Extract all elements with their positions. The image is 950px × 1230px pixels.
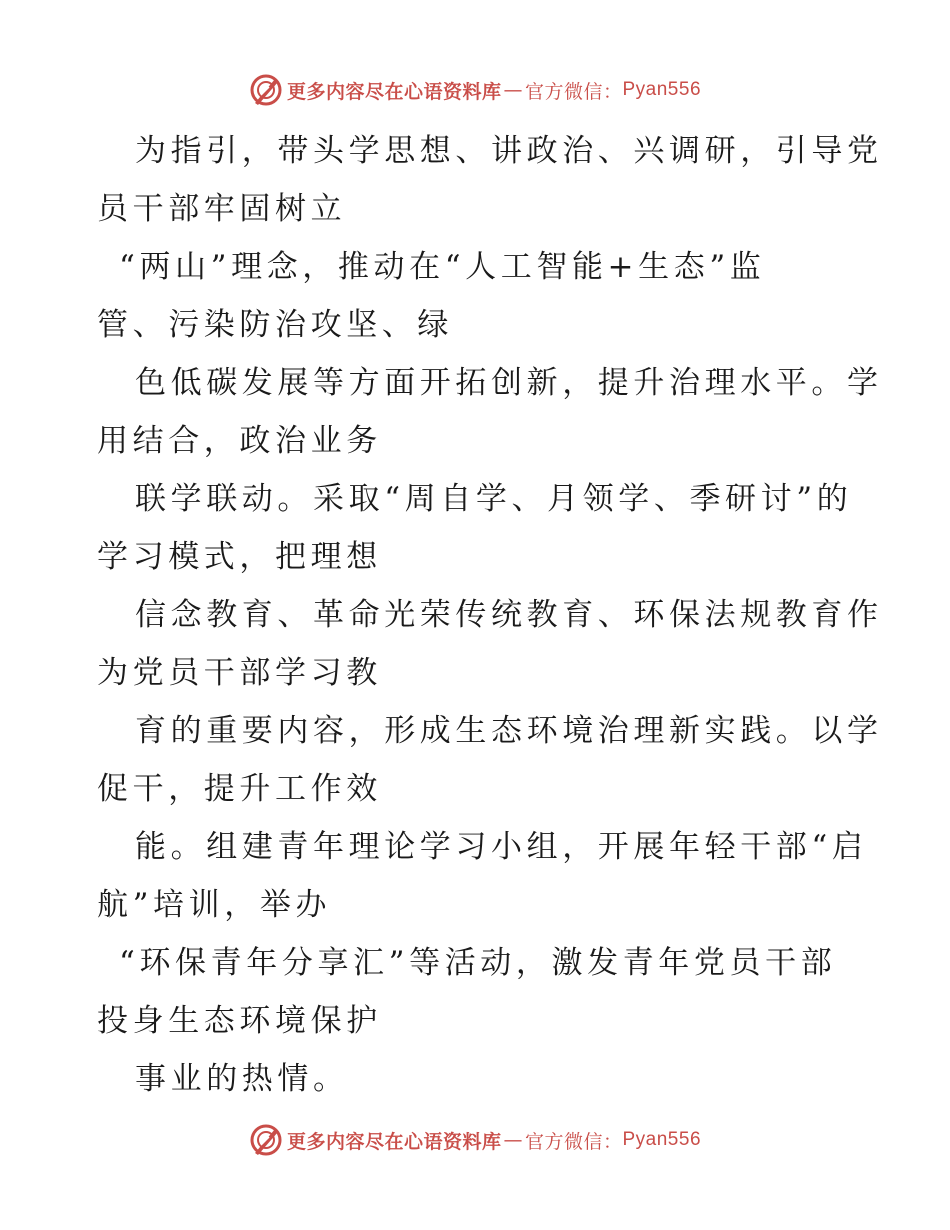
text-line: 投身生态环境保护 — [97, 1003, 382, 1039]
text-line: 能。组建青年理论学习小组，开展年轻干部“启 — [135, 829, 868, 865]
text-line: 联学联动。采取“周自学、月领学、季研讨”的 — [135, 481, 853, 517]
banner-main-text: 更多内容尽在心语资料库 — [286, 1130, 502, 1153]
text-line: 信念教育、革命光荣传统教育、环保法规教育作 — [135, 597, 883, 633]
banner-separator: — — [503, 79, 523, 101]
text-line: 事业的热情。 — [135, 1061, 349, 1097]
banner-main-text: 更多内容尽在心语资料库 — [286, 80, 502, 103]
text-line: 员干部牢固树立 — [97, 191, 347, 227]
banner-sub-text: 官方微信： — [524, 80, 623, 103]
text-line: 管、污染防治攻坚、绿 — [97, 307, 453, 343]
text-line: 色低碳发展等方面开拓创新，提升治理水平。学 — [135, 365, 883, 401]
text-line: 为指引，带头学思想、讲政治、兴调研，引导党 — [135, 133, 883, 169]
text-line: “环保青年分享汇”等活动，激发青年党员干部 — [119, 945, 837, 981]
text-line: 为党员干部学习教 — [97, 655, 382, 691]
banner-wechat-id: Pyan556 — [622, 79, 702, 100]
banner-separator: — — [503, 1129, 523, 1151]
banner-sub-text: 官方微信： — [524, 1130, 623, 1153]
text-line: “两山”理念，推动在“人工智能+生态”监 — [119, 249, 766, 285]
quill-logo-icon — [249, 1123, 283, 1157]
text-line: 航”培训，举办 — [97, 887, 332, 923]
text-line: 促干，提升工作效 — [97, 771, 382, 807]
document-body — [97, 122, 883, 1108]
watermark-banner-top — [0, 70, 950, 110]
text-line: 用结合，政治业务 — [97, 423, 382, 459]
text-line: 学习模式，把理想 — [97, 539, 382, 575]
watermark-banner-bottom — [0, 1120, 950, 1160]
banner-wechat-id: Pyan556 — [622, 1129, 702, 1150]
quill-logo-icon — [249, 73, 283, 107]
text-line: 育的重要内容，形成生态环境治理新实践。以学 — [135, 713, 883, 749]
